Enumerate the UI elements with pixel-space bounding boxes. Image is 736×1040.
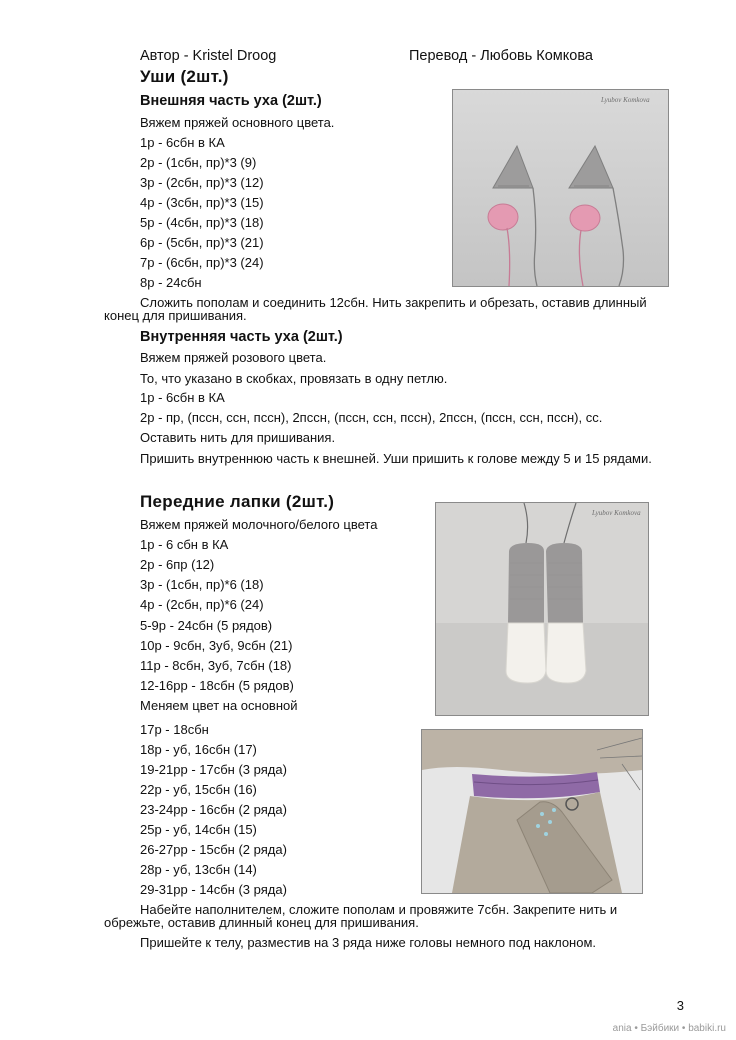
paws-line: Вяжем пряжей молочного/белого цвета — [140, 517, 378, 532]
paws-line: 18р - уб, 16сбн (17) — [140, 742, 257, 757]
paws-line: 11р - 8сбн, 3уб, 7сбн (18) — [140, 658, 292, 673]
inner-ear-line: То, что указано в скобках, провязать в одну петлю. — [140, 371, 448, 386]
collar-illustration — [422, 730, 642, 893]
paws-line: 10р - 9сбн, 3уб, 9сбн (21) — [140, 638, 293, 653]
outer-ear-line: 8р - 24сбн — [140, 275, 202, 290]
paws-line: 2р - 6пр (12) — [140, 557, 215, 572]
paws-line: 5-9р - 24сбн (5 рядов) — [140, 618, 273, 633]
paws-line: 3р - (1сбн, пр)*6 (18) — [140, 577, 264, 592]
ears-photo-watermark: Lyubov Komkova — [601, 96, 650, 104]
outer-ear-line: 6р - (5сбн, пр)*3 (21) — [140, 235, 264, 250]
paws-photo — [435, 502, 649, 716]
outer-ear-line: 7р - (6сбн, пр)*3 (24) — [140, 255, 264, 270]
ears-photo — [452, 89, 669, 287]
paws-illustration — [436, 503, 648, 715]
paws-line: Меняем цвет на основной — [140, 698, 298, 713]
paws-line: 12-16рр - 18сбн (5 рядов) — [140, 678, 294, 693]
ears-illustration — [453, 90, 668, 286]
page-number: 3 — [676, 998, 684, 1013]
cat-collar-photo — [421, 729, 643, 894]
inner-ear-title: Внутренняя часть уха (2шт.) — [140, 329, 343, 345]
paws-line: 29-31рр - 14сбн (3 ряда) — [140, 882, 287, 897]
inner-ear-line: Пришить внутреннюю часть к внешней. Уши пришить к голове между 5 и 15 рядами. — [140, 451, 652, 466]
inner-ear-line: Оставить нить для пришивания. — [140, 430, 336, 445]
paws-note — [104, 903, 684, 929]
note-line: конец для пришивания. — [104, 308, 247, 323]
inner-ear-line: 1р - 6сбн в КА — [140, 390, 225, 405]
outer-ear-line: 1р - 6сбн в КА — [140, 135, 225, 150]
inner-ear-line: Вяжем пряжей розового цвета. — [140, 350, 327, 365]
paws-line: 4р - (2сбн, пр)*6 (24) — [140, 597, 264, 612]
outer-ear-line: 2р - (1сбн, пр)*3 (9) — [140, 155, 257, 170]
note-line: обрежьте, оставив длинный конец для пришивания. — [104, 915, 419, 930]
note-line: Набейте наполнителем, сложите пополам и провяжите 7сбн. Закрепите нить и — [140, 902, 618, 917]
paws-title: Передние лапки (2шт.) — [140, 492, 335, 511]
outer-ear-title: Внешняя часть уха (2шт.) — [140, 93, 322, 109]
paws-photo-watermark: Lyubov Komkova — [592, 509, 641, 517]
translator-line: Перевод - Любовь Комкова — [409, 48, 593, 64]
footer-credit: ania • Бэйбики • babiki.ru — [612, 1023, 726, 1034]
paws-line: 19-21рр - 17сбн (3 ряда) — [140, 762, 287, 777]
paws-note-final: Пришейте к телу, разместив на 3 ряда ниже головы немного под наклоном. — [140, 935, 597, 950]
outer-ear-line: Вяжем пряжей основного цвета. — [140, 115, 335, 130]
paws-line: 22р - уб, 15сбн (16) — [140, 782, 257, 797]
inner-ear-line: 2р - пр, (пссн, ссн, пссн), 2пссн, (пссн, ссн, пссн), 2пссн, (пссн, ссн, пссн), сс. — [140, 410, 603, 425]
author-line: Автор - Kristel Droog — [140, 48, 277, 64]
paws-line: 17р - 18сбн — [140, 722, 209, 737]
paws-line: 28р - уб, 13сбн (14) — [140, 862, 257, 877]
outer-ear-line: 3р - (2сбн, пр)*3 (12) — [140, 175, 264, 190]
outer-ear-note — [104, 296, 684, 322]
paws-line: 25р - уб, 14сбн (15) — [140, 822, 257, 837]
ears-title: Уши (2шт.) — [140, 67, 229, 86]
outer-ear-line: 5р - (4сбн, пр)*3 (18) — [140, 215, 264, 230]
note-line: Сложить пополам и соединить 12сбн. Нить закрепить и обрезать, оставив длинный — [140, 295, 647, 310]
paws-line: 26-27рр - 15сбн (2 ряда) — [140, 842, 287, 857]
outer-ear-line: 4р - (3сбн, пр)*3 (15) — [140, 195, 264, 210]
paws-line: 23-24рр - 16сбн (2 ряда) — [140, 802, 287, 817]
paws-line: 1р - 6 сбн в КА — [140, 537, 229, 552]
